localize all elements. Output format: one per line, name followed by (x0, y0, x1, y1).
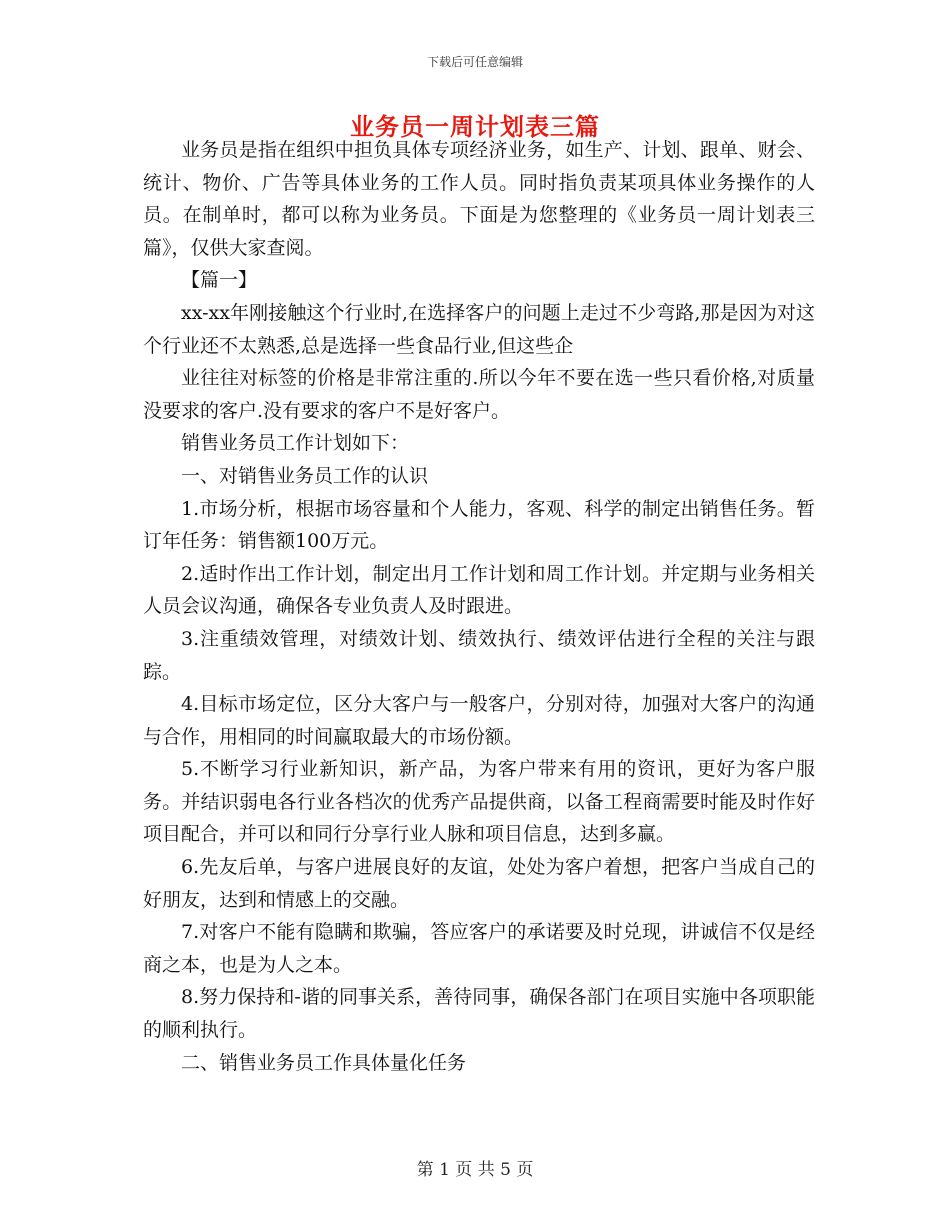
section-heading: 一、对销售业务员工作的认识 (181, 464, 429, 487)
list-item: 5.不断学习行业新知识，新产品，为客户带来有用的资讯，更好为客户服务。并结识弱电各行业各档次的优秀产品提供商，以备工程商需要时能及时作好项目配合，并可以和同行分享行业人脉和项目信息，达到多赢。 (143, 758, 815, 846)
list-item: 1.市场分析，根据市场容量和个人能力，客观、科学的制定出销售任务。暂订年任务：销售额100万元。 (143, 497, 815, 553)
body-paragraph: xx-xx年刚接触这个行业时,在选择客户的问题上走过不少弯路,那是因为对这个行业还不太熟悉,总是选择一些食品行业,但这些企 (143, 301, 815, 357)
list-item: 3.注重绩效管理，对绩效计划、绩效执行、绩效评估进行全程的关注与跟踪。 (143, 627, 815, 683)
header-note: 下载后可任意编辑 (426, 55, 523, 69)
list-item: 7.对客户不能有隐瞒和欺骗，答应客户的承诺要及时兑现，讲诚信不仅是经商之本，也是为人之本。 (143, 921, 815, 976)
list-item: 2.适时作出工作计划，制定出月工作计划和周工作计划。并定期与业务相关人员会议沟通，确保各专业负责人及时跟进。 (143, 562, 815, 618)
list-item: 8.努力保持和-谐的同事关系，善待同事，确保各部门在项目实施中各项职能的顺利执行。 (143, 986, 815, 1042)
section-heading-part-one: 【篇一】 (181, 269, 258, 292)
body-paragraph: 销售业务员工作计划如下： (181, 432, 410, 455)
section-heading: 二、销售业务员工作具体量化任务 (181, 1051, 467, 1074)
document-body (143, 134, 815, 1079)
list-item: 4.目标市场定位，区分大客户与一般客户，分别对待，加强对大客户的沟通与合作，用相同的时间赢取最大的市场份额。 (143, 693, 815, 748)
document-title: 业务员一周计划表三篇 (350, 112, 600, 141)
list-item: 6.先友后单，与客户进展良好的友谊，处处为客户着想，把客户当成自己的好朋友，达到和情感上的交融。 (143, 856, 815, 911)
body-paragraph: 业往往对标签的价格是非常注重的.所以今年不要在选一些只看价格,对质量没要求的客户.没有要求的客户不是好客户。 (143, 367, 815, 422)
page-footer: 第 1 页 共 5 页 (416, 1160, 534, 1180)
intro-paragraph: 业务员是指在组织中担负具体专项经济业务，如生产、计划、跟单、财会、统计、物价、广告等具体业务的工作人员。同时指负责某项具体业务操作的人员。在制单时，都可以称为业务员。下面是为您整理的《业务员一周计划表三篇》，仅供大家查阅。 (143, 139, 815, 259)
